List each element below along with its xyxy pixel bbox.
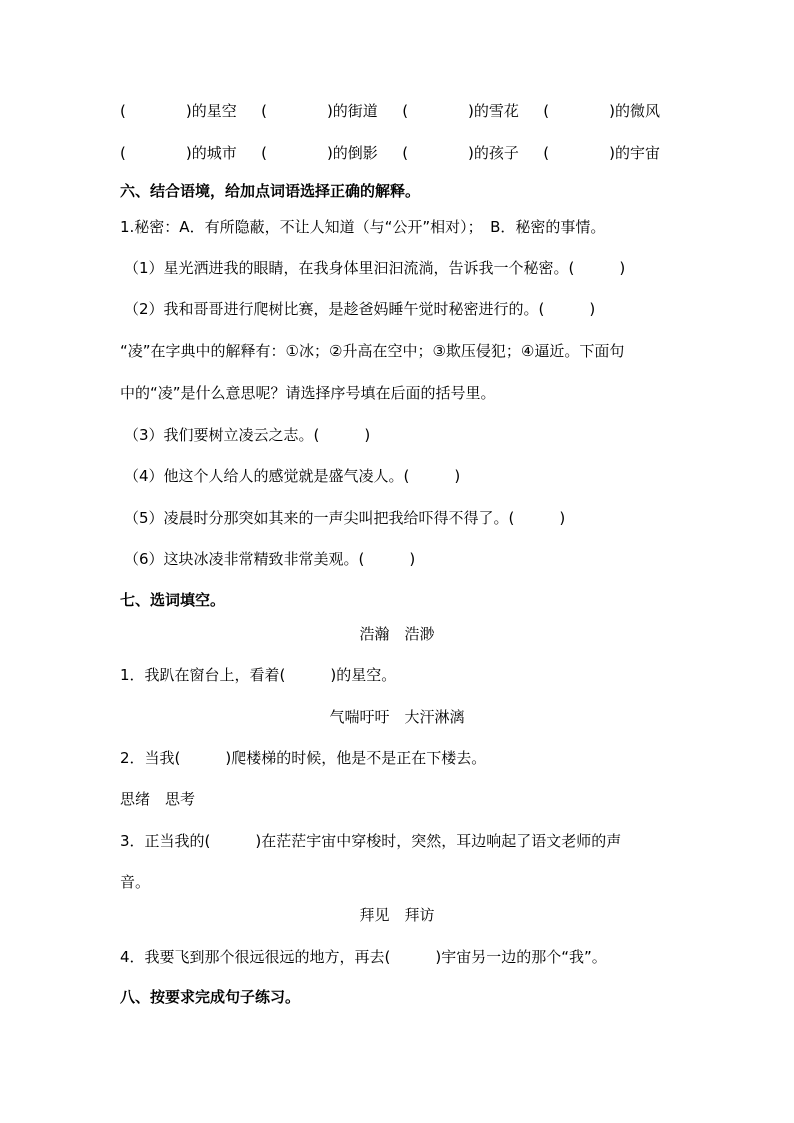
fill-item: ( )的孩子: [402, 144, 519, 162]
fill-item: ( )的城市: [120, 144, 237, 162]
question-2-item-5: （5）凌晨时分那突如其来的一声尖叫把我给吓得不得了。( ): [124, 509, 566, 527]
question-1-definitions: 1.秘密：A．有所隐蔽，不让人知道（与“公开”相对）； B．秘密的事情。: [120, 218, 606, 236]
word-choices-4: 拜见 拜访: [359, 906, 435, 924]
fill-item: ( )的星空: [120, 102, 237, 120]
fill-sentence-2: 2．当我( )爬楼梯的时候，他是不是正在下楼去。: [120, 749, 487, 767]
fill-item: ( )的宇宙: [543, 144, 660, 162]
fill-item: ( )的街道: [261, 102, 378, 120]
fill-sentence-4: 4．我要飞到那个很远很远的地方，再去( )宇宙另一边的那个“我”。: [120, 948, 607, 966]
fill-sentence-3-continued: 音。: [120, 873, 151, 891]
word-choices-1: 浩瀚 浩渺: [359, 625, 435, 643]
section-6-heading: 六、结合语境，给加点词语选择正确的解释。: [120, 182, 421, 200]
question-1-item-1: （1）星光洒进我的眼睛，在我身体里汩汩流淌，告诉我一个秘密。( ): [124, 259, 626, 277]
section-8-heading: 八、按要求完成句子练习。: [120, 988, 301, 1006]
fill-item: ( )的倒影: [261, 144, 378, 162]
question-2-item-6: （6）这块冰凌非常精致非常美观。( ): [124, 550, 416, 568]
fill-item: ( )的雪花: [402, 102, 519, 120]
question-2-item-4: （4）他这个人给人的感觉就是盛气凌人。( ): [124, 467, 461, 485]
section-7-heading: 七、选词填空。: [120, 591, 226, 609]
fill-row-2: [120, 143, 660, 163]
question-2-definitions: “凌”在字典中的解释有：①冰；②升高在空中；③欺压侵犯；④逼近。下面句: [120, 342, 625, 360]
question-2-item-3: （3）我们要树立凌云之志。( ): [124, 426, 371, 444]
fill-item: ( )的微风: [543, 102, 660, 120]
word-choices-2: 气喘吁吁 大汗淋漓: [329, 708, 465, 726]
word-choices-3: 思绪 思考: [120, 790, 196, 808]
fill-sentence-3: 3．正当我的( )在茫茫宇宙中穿梭时，突然，耳边响起了语文老师的声: [120, 832, 622, 850]
fill-sentence-1: 1．我趴在窗台上，看着( )的星空。: [120, 666, 397, 684]
question-1-item-2: （2）我和哥哥进行爬树比赛，是趁爸妈睡午觉时秘密进行的。( ): [124, 300, 596, 318]
question-2-instruction: 中的“凌”是什么意思呢？请选择序号填在后面的括号里。: [120, 384, 496, 402]
fill-row-1: [120, 101, 660, 121]
